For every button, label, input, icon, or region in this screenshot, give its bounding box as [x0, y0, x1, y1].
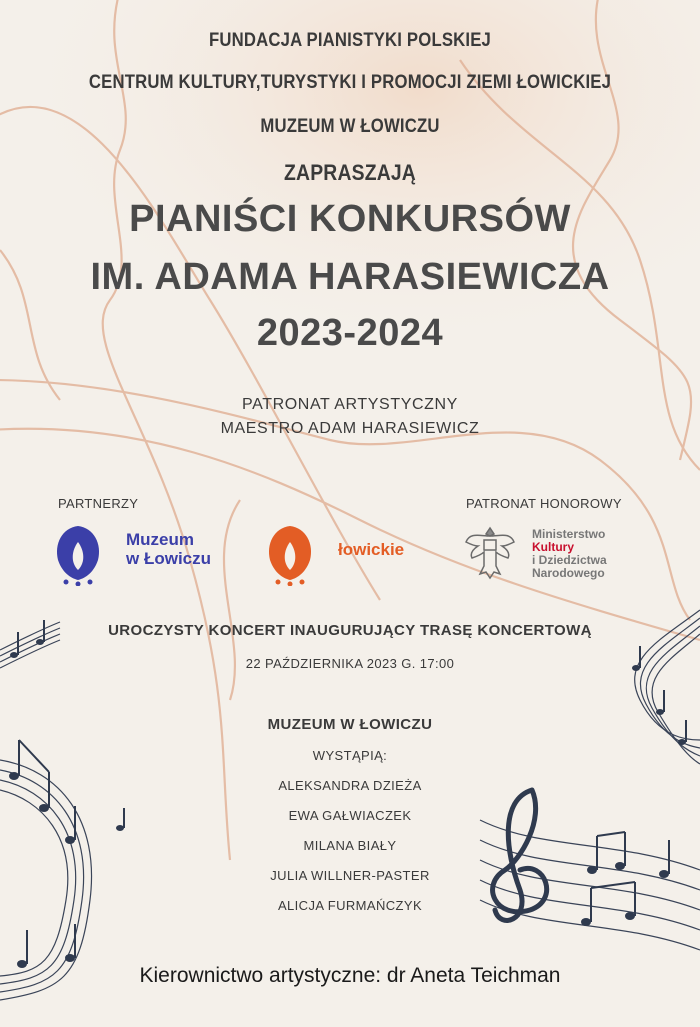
museum-logo-line-2: w Łowiczu: [126, 549, 211, 568]
concert-title: UROCZYSTY KONCERT INAUGURUJĄCY TRASĘ KONCERTOWĄ: [108, 622, 592, 639]
concert-date: 22 PAŹDZIERNIKA 2023 G. 17:00: [245, 656, 455, 671]
title-year: 2023-2024: [256, 312, 444, 354]
museum-lowicz-logo: [52, 522, 227, 586]
lowickie-logo: [264, 522, 424, 586]
performer-1: ALEKSANDRA DZIEŻA: [278, 778, 422, 793]
lowickie-emblem-icon: [264, 522, 316, 586]
ministry-logo: [462, 522, 642, 586]
organizer-line-2: CENTRUM KULTURY,TURYSTYKI I PROMOCJI ZIEMI ŁOWICKIEJ: [88, 72, 612, 93]
performer-3: MILANA BIAŁY: [303, 838, 397, 853]
organizer-line-1: FUNDACJA PIANISTYKI POLSKIEJ: [208, 30, 492, 51]
museum-emblem-icon: [52, 522, 104, 586]
invite-line: ZAPRASZAJĄ: [284, 160, 416, 185]
organizer-line-3: MUZEUM W ŁOWICZU: [260, 116, 440, 137]
performer-2: EWA GAŁWIACZEK: [288, 808, 412, 823]
patronage-line-2: MAESTRO ADAM HARASIEWICZ: [220, 420, 480, 437]
eagle-emblem-icon: [462, 522, 518, 584]
performer-4: JULIA WILLNER-PASTER: [270, 868, 430, 883]
partners-label: PARTNERZY: [58, 496, 139, 511]
honorary-patronage-label: PATRONAT HONOROWY: [466, 496, 622, 511]
performer-5: ALICJA FURMAŃCZYK: [277, 898, 423, 913]
ministry-line-3: i Dziedzictwa: [532, 553, 607, 567]
performers-label: WYSTĄPIĄ:: [312, 748, 388, 763]
ministry-line-1: Ministerstwo: [532, 527, 606, 541]
lowickie-logo-text: łowickie: [338, 540, 405, 559]
concert-venue: MUZEUM W ŁOWICZU: [267, 716, 433, 733]
artistic-direction: Kierownictwo artystyczne: dr Aneta Teichman: [139, 964, 561, 987]
title-line-1: PIANIŚCI KONKURSÓW: [129, 198, 571, 240]
ministry-line-2: Kultury: [532, 540, 574, 554]
ministry-line-4: Narodowego: [532, 566, 605, 580]
patronage-line-1: PATRONAT ARTYSTYCZNY: [242, 396, 458, 413]
title-line-2: IM. ADAMA HARASIEWICZA: [90, 256, 610, 298]
museum-logo-line-1: Muzeum: [126, 530, 194, 549]
